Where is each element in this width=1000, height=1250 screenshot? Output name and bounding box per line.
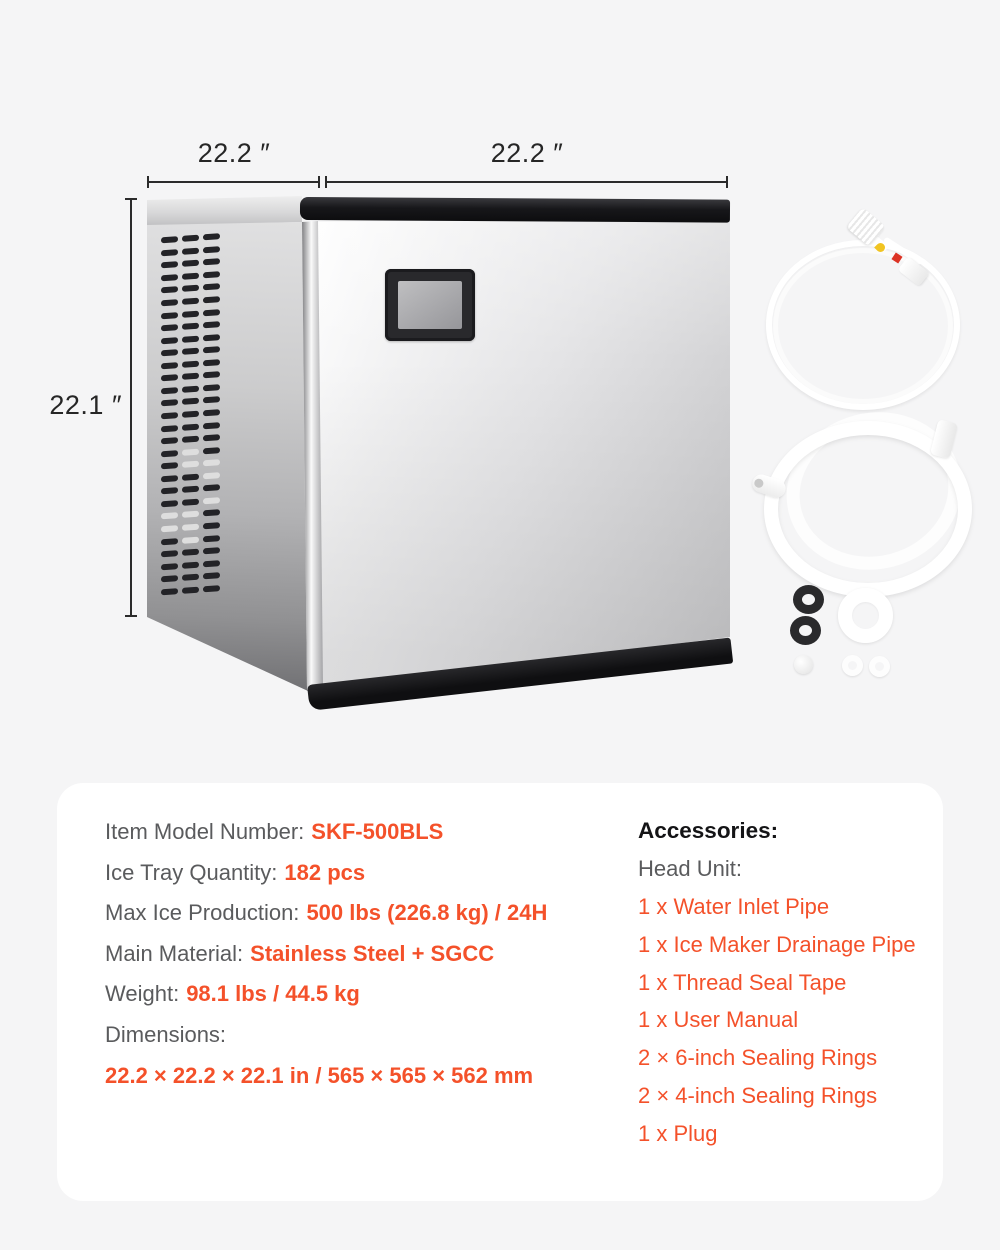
vent-slot	[203, 560, 220, 567]
spec-label: Ice Tray Quantity:	[105, 859, 278, 885]
vent-slot	[182, 436, 199, 443]
vent-slot	[161, 236, 178, 243]
vent-slot	[182, 323, 199, 330]
plug-image	[794, 655, 813, 674]
accessories-list	[638, 812, 916, 1153]
machine-top-face	[147, 196, 302, 226]
spec-label: Dimensions:	[105, 1021, 227, 1047]
dimension-line-width	[325, 181, 728, 183]
vent-slot	[161, 261, 178, 268]
vent-slot	[203, 422, 220, 429]
drainage-pipe-connector	[930, 419, 958, 459]
dimension-line-depth	[147, 181, 320, 183]
vent-slot	[182, 549, 199, 556]
vent-slot	[203, 259, 220, 266]
vent-slot	[203, 572, 220, 579]
spec-value: 182 pcs	[284, 859, 366, 885]
vent-slot	[182, 247, 199, 254]
vent-slot	[182, 448, 199, 455]
vent-slot	[161, 550, 178, 557]
machine-display-screen	[398, 281, 462, 329]
spec-row-model	[105, 812, 547, 853]
vent-slot	[203, 246, 220, 253]
spec-value: 98.1 lbs / 44.5 kg	[186, 981, 360, 1007]
vent-slot	[161, 487, 178, 494]
vent-slot	[161, 462, 178, 469]
vent-slot	[182, 511, 199, 518]
vent-slot	[203, 522, 220, 529]
dimension-label-width: 22.2 ″	[490, 138, 564, 168]
vent-slot	[182, 498, 199, 505]
vent-slot	[161, 437, 178, 444]
vent-slot	[182, 273, 199, 280]
vent-slot	[203, 447, 220, 454]
machine-display-bezel	[385, 269, 475, 341]
accessory-item: 2 × 4-inch Sealing Rings	[638, 1082, 878, 1108]
sealing-ring-6inch-image	[790, 616, 821, 645]
vent-slot	[161, 249, 178, 256]
spec-label: Main Material:	[105, 940, 244, 966]
accessory-item: 1 x User Manual	[638, 1007, 799, 1033]
vent-slot	[203, 535, 220, 542]
vent-slot	[161, 425, 178, 432]
accessory-item: 2 × 6-inch Sealing Rings	[638, 1045, 878, 1071]
spec-value: SKF-500BLS	[311, 819, 444, 844]
vent-slot	[161, 475, 178, 482]
vent-slot	[161, 337, 178, 344]
vent-slot	[161, 500, 178, 507]
vent-slot	[161, 538, 178, 545]
vent-slot	[203, 284, 220, 291]
spec-label: Item Model Number:	[105, 819, 305, 844]
vent-slot	[161, 588, 178, 595]
vent-slot	[203, 271, 220, 278]
vent-slot	[203, 296, 220, 303]
vent-slot	[182, 235, 199, 242]
vent-slot	[182, 561, 199, 568]
vent-slot	[203, 547, 220, 554]
vent-slot	[182, 285, 199, 292]
vent-slot	[182, 260, 199, 267]
vent-slot	[182, 524, 199, 531]
dimension-label-depth: 22.2 ″	[197, 138, 271, 168]
vent-slot	[182, 298, 199, 305]
vent-slot	[182, 536, 199, 543]
vent-slot	[161, 400, 178, 407]
vent-slot	[203, 459, 220, 466]
spec-row-tray-quantity	[105, 853, 547, 894]
vent-slot	[161, 349, 178, 356]
vent-slot	[161, 312, 178, 319]
dimension-line-height	[130, 198, 132, 617]
vent-slot	[161, 412, 178, 419]
vent-slot	[203, 359, 220, 366]
dimension-label-height: 22.1 ″	[49, 390, 122, 420]
vent-slot	[203, 372, 220, 379]
vent-slot	[182, 461, 199, 468]
vent-slot	[161, 387, 178, 394]
vent-slot	[182, 348, 199, 355]
water-inlet-pipe-image	[766, 240, 960, 410]
vent-slot	[203, 334, 220, 341]
accessory-item: 1 x Thread Seal Tape	[638, 969, 847, 995]
spec-row-material	[105, 934, 547, 975]
spec-row-max-production	[105, 893, 547, 934]
spec-list	[105, 812, 547, 1096]
vent-slot	[203, 409, 220, 416]
vent-slot	[161, 287, 178, 294]
vent-slot	[203, 510, 220, 517]
vent-slot	[161, 575, 178, 582]
thread-seal-tape-image	[838, 588, 893, 643]
vent-slot	[203, 384, 220, 391]
spec-value: Stainless Steel + SGCC	[250, 940, 495, 966]
vent-slot	[182, 473, 199, 480]
vent-slot	[161, 525, 178, 532]
vent-slot	[182, 310, 199, 317]
accessories-subheading: Head Unit:	[638, 856, 742, 881]
vent-slot	[161, 450, 178, 457]
spec-label: Max Ice Production:	[105, 900, 300, 926]
sealing-ring-4inch-image	[869, 656, 890, 677]
spec-row-dimensions-value	[105, 1056, 547, 1097]
vent-slot	[182, 373, 199, 380]
vent-slot	[203, 309, 220, 316]
vent-slot	[203, 484, 220, 491]
machine-front-panel	[302, 218, 730, 690]
spec-row-weight	[105, 974, 547, 1015]
vent-slot	[203, 472, 220, 479]
side-vent-grille	[161, 230, 227, 599]
vent-slot	[182, 360, 199, 367]
spec-value: 500 lbs (226.8 kg) / 24H	[306, 900, 548, 926]
vent-slot	[182, 411, 199, 418]
vent-slot	[182, 586, 199, 593]
vent-slot	[161, 324, 178, 331]
vent-slot	[161, 563, 178, 570]
sealing-ring-6inch-image	[793, 585, 824, 614]
vent-slot	[161, 274, 178, 281]
sealing-ring-4inch-image	[842, 655, 863, 676]
vent-slot	[203, 346, 220, 353]
vent-slot	[203, 434, 220, 441]
vent-slot	[203, 233, 220, 240]
vent-slot	[203, 497, 220, 504]
vent-slot	[203, 585, 220, 592]
vent-slot	[203, 397, 220, 404]
machine-top-trim	[300, 197, 730, 223]
vent-slot	[161, 299, 178, 306]
vent-slot	[182, 386, 199, 393]
vent-slot	[161, 374, 178, 381]
vent-slot	[182, 398, 199, 405]
vent-slot	[161, 513, 178, 520]
vent-slot	[203, 321, 220, 328]
vent-slot	[182, 335, 199, 342]
vent-slot	[182, 574, 199, 581]
vent-slot	[182, 486, 199, 493]
accessories-heading: Accessories:	[638, 818, 779, 843]
accessory-item: 1 x Water Inlet Pipe	[638, 894, 830, 919]
accessory-item: 1 x Plug	[638, 1120, 718, 1146]
vent-slot	[182, 423, 199, 430]
accessory-item: 1 x Ice Maker Drainage Pipe	[638, 931, 916, 957]
spec-value: 22.2 × 22.2 × 22.1 in / 565 × 565 × 562 mm	[105, 1062, 534, 1088]
spec-label: Weight:	[105, 981, 180, 1007]
vent-slot	[161, 362, 178, 369]
spec-row-dimensions-label	[105, 1015, 547, 1056]
